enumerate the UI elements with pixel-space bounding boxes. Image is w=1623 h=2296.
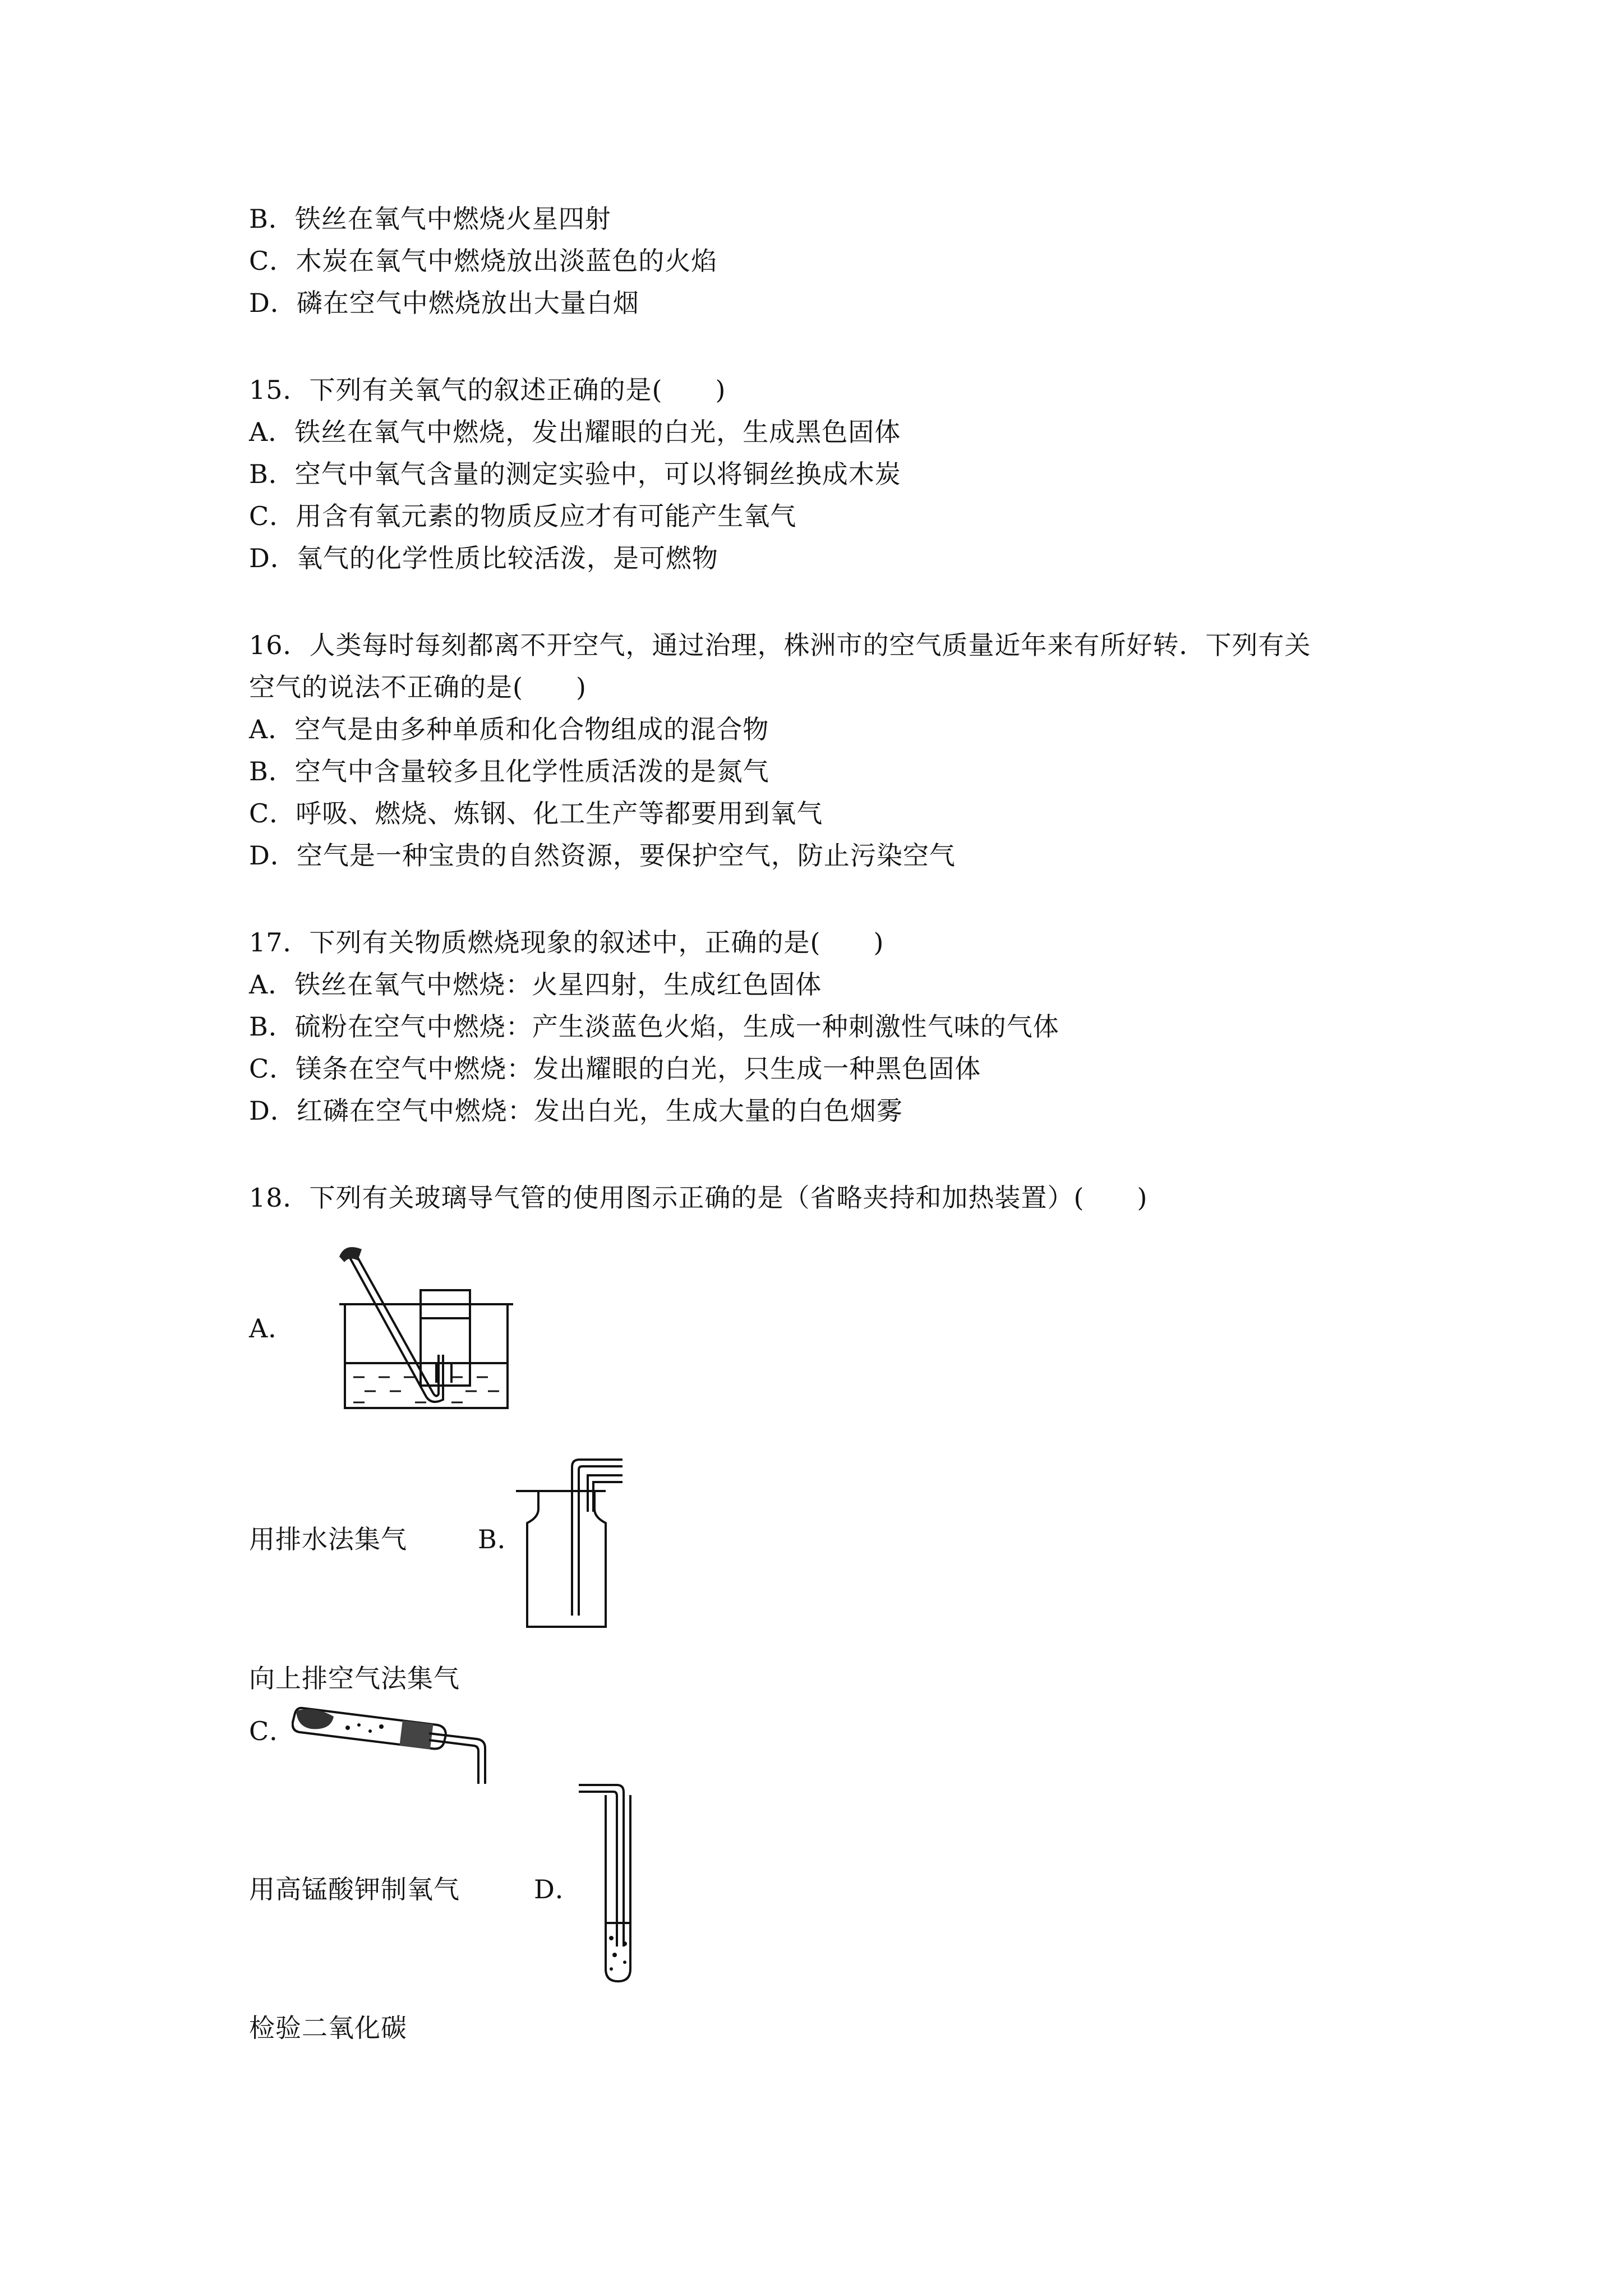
q15-stem: 15．下列有关氧气的叙述正确的是( ): [249, 375, 726, 405]
test-tube-with-delivery-tube: [578, 1778, 651, 1986]
q18-option-b-letter: B．: [478, 1524, 524, 1554]
q18-stem: 18．下列有关玻璃导气管的使用图示正确的是（省略夹持和加热装置）( ): [249, 1182, 1148, 1213]
q17-option-a: A．铁丝在氧气中燃烧：火星四射，生成红色固体: [249, 969, 822, 1000]
q18-option-a-caption: 用排水法集气: [249, 1524, 407, 1554]
q16-option-a: A．空气是由多种单质和化合物组成的混合物: [249, 714, 769, 744]
q17-option-c: C．镁条在空气中燃烧：发出耀眼的白光，只生成一种黑色固体: [249, 1053, 981, 1084]
q15-option-b: B．空气中氧气含量的测定实验中，可以将铜丝换成木炭: [249, 459, 901, 489]
q14-option-c: C．木炭在氧气中燃烧放出淡蓝色的火焰: [249, 246, 718, 276]
q14-option-d: D．磷在空气中燃烧放出大量白烟: [249, 288, 639, 318]
q17-stem: 17．下列有关物质燃烧现象的叙述中，正确的是( ): [249, 927, 884, 958]
heated-test-tube: [292, 1694, 494, 1789]
q17-option-d: D．红磷在空气中燃烧：发出白光，生成大量的白色烟雾: [249, 1096, 903, 1126]
q16-stem-line1: 16．人类每时每刻都离不开空气，通过治理，株洲市的空气质量近年来有所好转．下列有关: [249, 630, 1311, 660]
q17-option-b: B．硫粉在空气中燃烧：产生淡蓝色火焰，生成一种刺激性气味的气体: [249, 1011, 1059, 1042]
q15-option-a: A．铁丝在氧气中燃烧，发出耀眼的白光，生成黑色固体: [249, 417, 901, 447]
gas-collection-bottle: [505, 1453, 634, 1638]
q16-option-d: D．空气是一种宝贵的自然资源，要保护空气，防止污染空气: [249, 840, 956, 871]
q16-stem-line2: 空气的说法不正确的是( ): [249, 672, 587, 702]
q18-option-b-caption: 向上排空气法集气: [249, 1663, 460, 1694]
q15-option-c: C．用含有氧元素的物质反应才有可能产生氧气: [249, 501, 797, 531]
q18-option-c-caption: 用高锰酸钾制氧气: [249, 1874, 460, 1904]
q18-option-d-letter: D．: [534, 1874, 582, 1904]
q16-option-c: C．呼吸、燃烧、炼钢、化工生产等都要用到氧气: [249, 798, 823, 829]
q18-option-c-letter: C．: [249, 1716, 296, 1746]
q14-option-b: B．铁丝在氧气中燃烧火星四射: [249, 204, 611, 234]
q18-option-d-caption: 检验二氧化碳: [249, 2013, 407, 2043]
water-displacement-apparatus: [336, 1237, 527, 1422]
q15-option-d: D．氧气的化学性质比较活泼，是可燃物: [249, 543, 718, 573]
q18-option-a-letter: A．: [249, 1313, 295, 1343]
q16-option-b: B．空气中含量较多且化学性质活泼的是氮气: [249, 756, 769, 786]
